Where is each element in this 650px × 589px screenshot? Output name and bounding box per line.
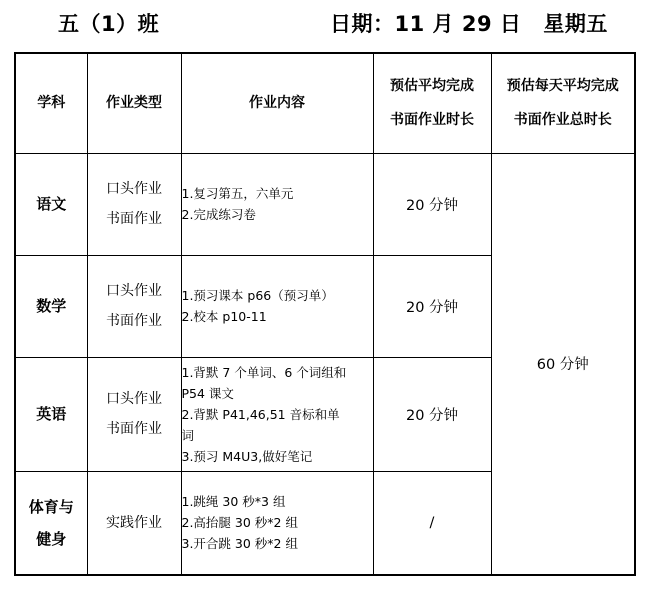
date-text: 日期：11 月 29 日 (330, 12, 522, 36)
time-cell: 20 分钟 (373, 357, 491, 471)
time-cell: 20 分钟 (373, 255, 491, 357)
content-line: 3.预习 M4U3,做好笔记 (181, 448, 313, 464)
table-row (15, 153, 635, 255)
content-line: 2.校本 p10-11 (181, 309, 267, 324)
type-cell (87, 357, 181, 471)
content-line: 2.背默 P41,46,51 音标和单 (181, 406, 340, 422)
type-label: 口头作业 (106, 181, 162, 197)
type-cell (87, 153, 181, 255)
type-cell (87, 471, 181, 575)
type-label: 实践作业 (106, 514, 162, 531)
total-time-cell: 60 分钟 (491, 153, 635, 575)
content-line: 1.复习第五，六单元 (181, 186, 294, 201)
content-line: 词 (181, 427, 195, 443)
header-avg-line2: 书面作业时长 (390, 112, 474, 129)
type-label: 口头作业 (106, 391, 162, 407)
content-cell (181, 255, 373, 357)
header-subject: 学科 (15, 53, 87, 153)
header-total-line2: 书面作业总时长 (513, 112, 612, 129)
content-cell (181, 153, 373, 255)
type-label: 书面作业 (106, 421, 162, 437)
homework-table (14, 52, 636, 576)
type-label: 口头作业 (106, 283, 162, 299)
content-line: 3.开合跳 30 秒*2 组 (181, 536, 298, 552)
content-cell (181, 357, 373, 471)
header-type: 作业类型 (87, 53, 181, 153)
content-cell (181, 471, 373, 575)
class-title: 五（1）班 (58, 12, 160, 36)
type-label: 书面作业 (106, 211, 162, 227)
header-avg-line1: 预估平均完成 (390, 78, 474, 95)
type-cell (87, 255, 181, 357)
time-cell: / (373, 471, 491, 575)
type-label: 书面作业 (106, 313, 162, 329)
date-line (330, 8, 608, 38)
subject-cell: 数学 (15, 255, 87, 357)
content-line: 1.背默 7 个单词、6 个词组和 (181, 364, 347, 380)
time-cell: 20 分钟 (373, 153, 491, 255)
header-total-line1: 预估每天平均完成 (506, 78, 619, 95)
content-line: 2.高抬腿 30 秒*2 组 (181, 515, 298, 531)
header-total-time (491, 53, 635, 153)
header-avg-time (373, 53, 491, 153)
weekday-text: 星期五 (543, 12, 608, 36)
content-line: P54 课文 (181, 385, 234, 401)
content-line: 1.跳绳 30 秒*3 组 (181, 494, 286, 510)
subject-line: 体育与 (28, 497, 74, 516)
subject-cell: 语文 (15, 153, 87, 255)
header-content: 作业内容 (181, 53, 373, 153)
content-line: 2.完成练习卷 (181, 207, 256, 222)
subject-line: 健身 (36, 529, 67, 548)
subject-cell: 英语 (15, 357, 87, 471)
content-line: 1.预习课本 p66（预习单） (181, 288, 334, 303)
header-row (15, 53, 635, 153)
subject-cell (15, 471, 87, 575)
